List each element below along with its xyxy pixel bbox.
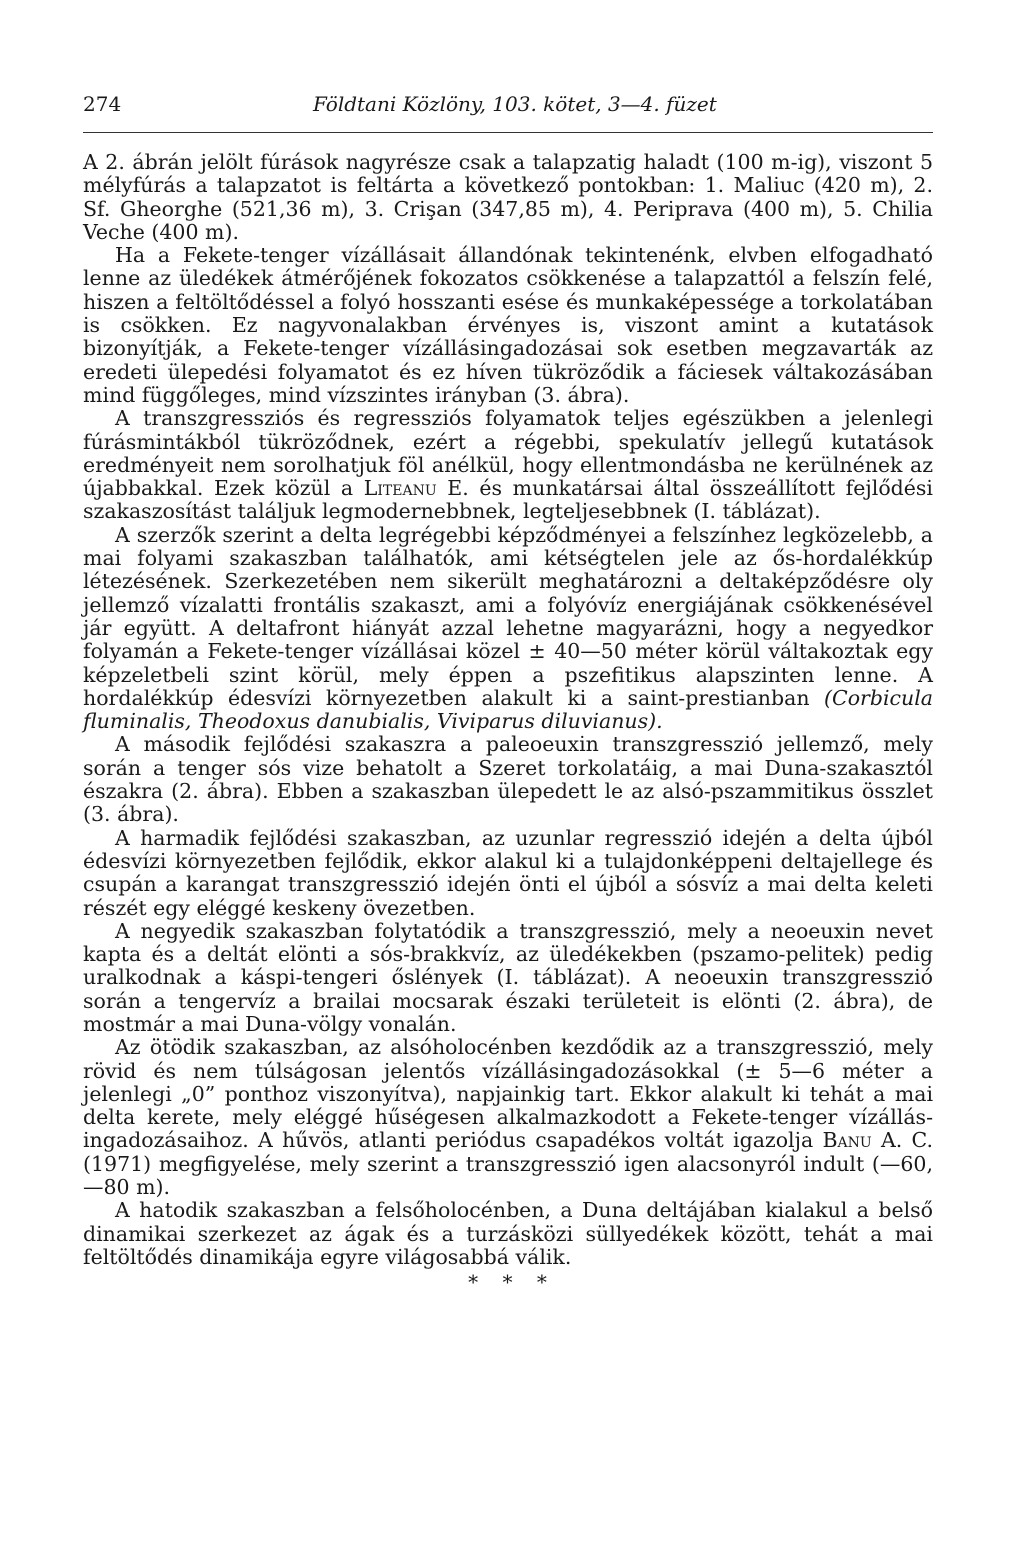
running-head: Földtani Közlöny, 103. kötet, 3—4. füzet (313, 92, 717, 116)
paragraph-text: A szerzők szerint a delta legrégebbi képződményei a felszínhez legközelebb, a mai folyami szakaszban találhatók, ami kétségtelen jele az ős-hordalékkúp létezésének. Szerkezetében nem sikerült meghatározni a deltaképződésre oly jellemző vízalatti frontális szakaszt, ami a folyóvíz energiájának csökkenésével jár együtt. A deltafront hiányát azzal lehetne magyarázni, hogy a negyedkor folyamán a Fekete-tenger vízállásai közel ± 40—50 méter körül váltakoztak egy képzeletbeli szint körül, mely éppen a pszefitikus alapszinten lenne. A hordalékkúp édesvízi környezetben alakult ki a saint-prestianban (83, 522, 933, 710)
author-name: Liteanu (363, 476, 437, 501)
paragraph-text: Az ötödik szakaszban, az alsóholocénben kezdődik az a transzgresszió, mely rövid és nem túlságosan jelentős vízállásingadozásokkal (± 5—6 méter a jelenlegi „0” ponthoz viszonyítva), napjainkig tart. Ekkor alakult ki tehát a mai delta kerete, mely eléggé hűségesen alkalmazkodott a Fekete-tenger vízállás-ingadozásaihoz. A hűvös, atlanti periódus csapadékos voltát igazolja (83, 1035, 933, 1153)
paragraph-text: E. és munkatársai által összeállított fejlődési szakaszosítást találjuk legmodernebbnek, legteljesebbnek (I. táblázat). (83, 476, 933, 524)
header-rule (83, 132, 933, 133)
journal-page (83, 92, 933, 1294)
paragraph-text: A. C. (1971) megfigyelése, mely szerint a transzgresszió igen alacsonyról indult (—60, —80 m). (83, 1128, 933, 1200)
section-separator: * * * (468, 1270, 556, 1295)
paragraph-sixth-stage: A hatodik szakaszban a felsőholocénben, a Duna deltájában kialakul a belső dinamikai szerkezet az ágak és a turzásközi süllyedékek között, tehát a mai feltöltődés dinamikája egyre világosabbá válik. (83, 1198, 933, 1269)
page-header (83, 92, 933, 122)
paragraph-second-stage: A második fejlődési szakaszra a paleoeuxin transzgresszió jellemző, mely során a tenger sós vize behatolt a Szeret torkolatáig, a mai Duna-szakasztól északra (2. ábra). Ebben a szakaszban ülepedett le az alsó-pszammitikus összlet (3. ábra). (83, 732, 933, 827)
paragraph-first-stage (83, 524, 933, 734)
paragraph-fourth-stage: A negyedik szakaszban folytatódik a transzgresszió, mely a neoeuxin nevet kapta és a deltát elönti a sós-brakkvíz, az üledékekben (pszamo-pelitek) pedig uralkodnak a káspi-tengeri őslények (I. táblázat). A neoeuxin transzgresszió során a tengervíz a brailai mocsarak északi területeit is elönti (2. ábra), de mostmár a mai Duna-völgy vonalán. (83, 918, 933, 1036)
body-text (83, 151, 933, 1269)
author-name: Banu (822, 1128, 872, 1153)
paragraph-sea-level: Ha a Fekete-tenger vízállásait állandónak tekintenénk, elvben elfogadható lenne az üledékek átmérőjének fokozatos csökkenése a talapzattól a felszín felé, hiszen a feltöltődéssel a folyó hosszanti esése és munkaképessége a torkolatában is csökken. Ez nagyvonalakban érvényes is, viszont amint a kutatások bizonyítják, a Fekete-tenger vízállásingadozásai sok esetben megzavarták az eredeti ülepedési folyamatot és ez híven tükröződik a fáciesek váltakozásában mind függőleges, mind vízszintes irányban (3. ábra). (83, 243, 933, 407)
page-number: 274 (83, 92, 122, 116)
species-list: (Corbicula fluminalis, Theodoxus danubialis, Viviparus diluvianus). (83, 685, 933, 734)
paragraph-boreholes: A 2. ábrán jelölt fúrások nagyrésze csak a talapzatig haladt (100 m-ig), viszont 5 mélyfúrás a talapzatot is feltárta a következő pontokban: 1. Maliuc (420 m), 2. Sf. Gheorghe (521,36 m), 3. Crişan (347,85 m), 4. Periprava (400 m), 5. Chilia Veche (400 m). (83, 150, 933, 244)
paragraph-fifth-stage (83, 1036, 933, 1199)
paragraph-text: A transzgressziós és regressziós folyamatok teljes egészükben a jelenlegi fúrásmintákból tükröződnek, ezért a régebbi, spekulatív jellegű kutatások eredményeit nem sorolhatjuk föl anélkül, hogy ellentmondásba ne kerülnének az újabbakkal. Ezek közül a (83, 406, 933, 501)
paragraph-transgression-overview (83, 407, 933, 523)
paragraph-third-stage: A harmadik fejlődési szakaszban, az uzunlar regresszió idején a delta újból édesvízi környezetben fejlődik, ekkor alakul ki a tulajdonképpeni deltajellege és csupán a karangat transzgresszió idején önti el újból a sósvíz a mai delta keleti részét egy eléggé keskeny övezetben. (83, 825, 933, 920)
